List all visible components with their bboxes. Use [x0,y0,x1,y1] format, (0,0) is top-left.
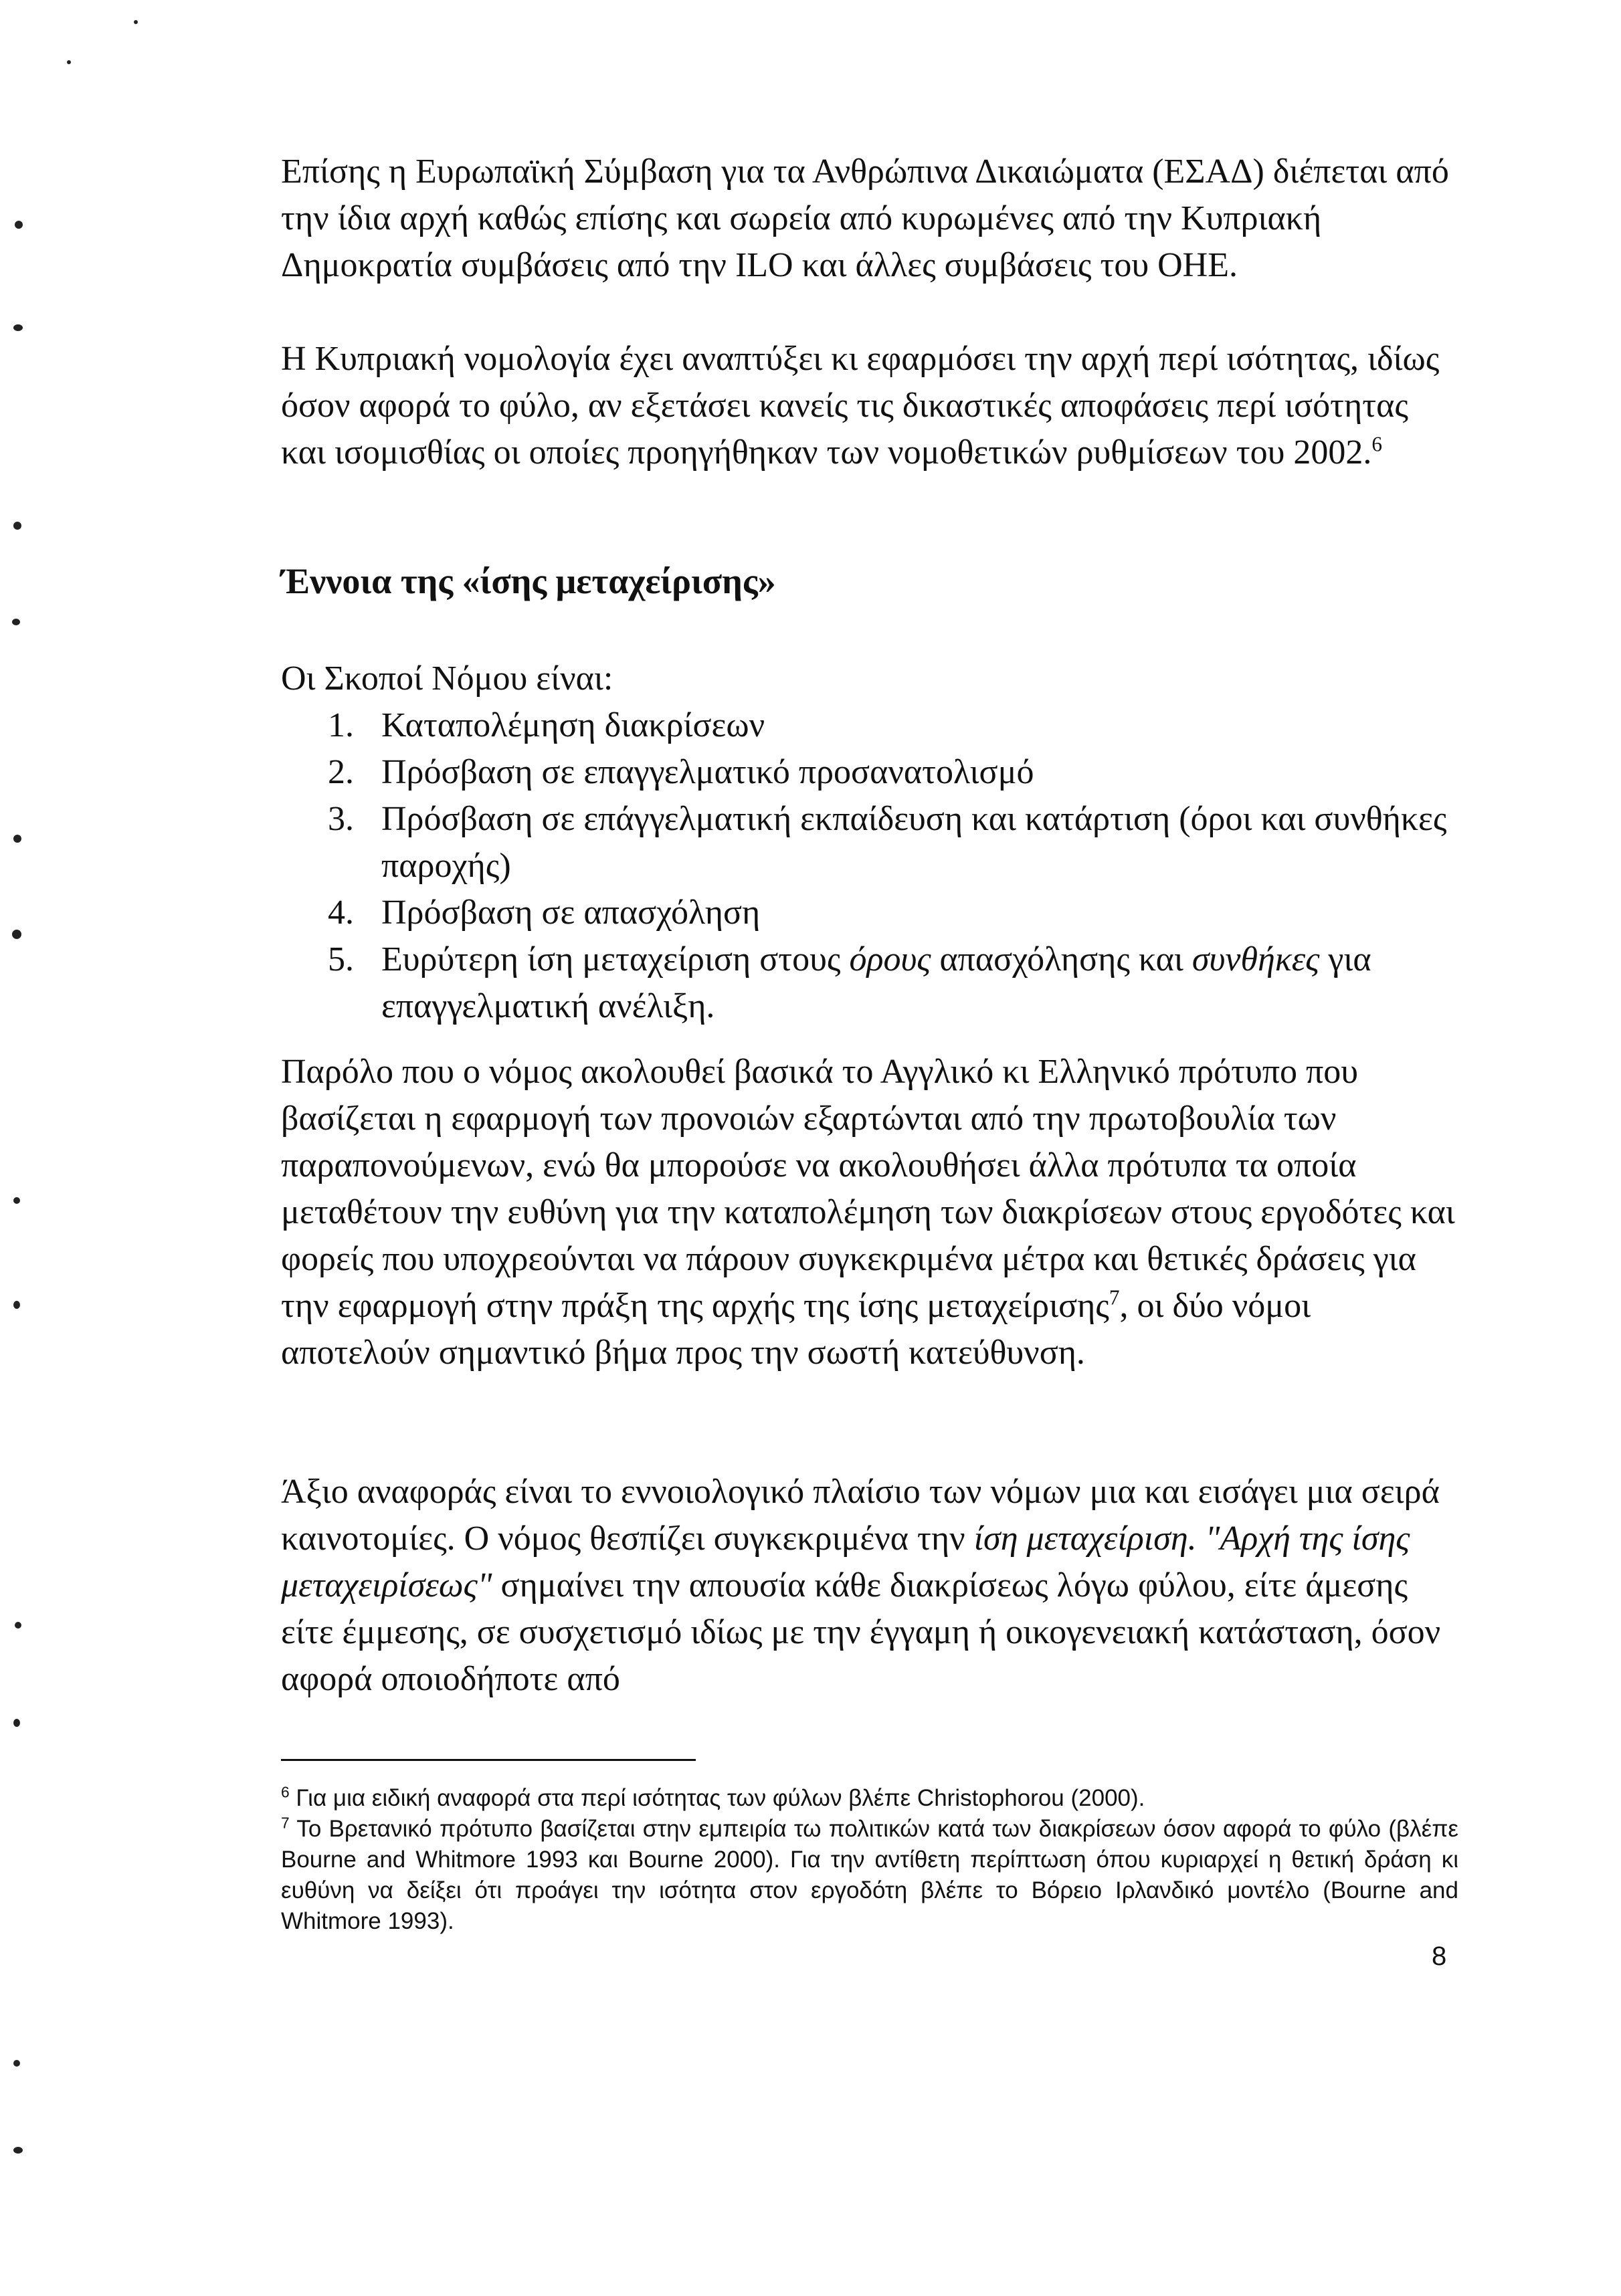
scan-speck [12,930,21,939]
paragraph-model [281,1049,1458,1376]
paragraph-framework-text-3: σημαίνει την απουσία κάθε διακρίσεως λόγω φύλου, είτε άμεσης είτε έμμεσης, σε συσχετισμό ιδίως με την έγγαμη ή οικογενειακή κατάσταση, όσον αφορά οποιοδήποτε από [281,1566,1441,1698]
list-item-text-before: Ευρύτερη ίση μεταχείριση στους [381,940,850,978]
scan-speck [13,2147,23,2154]
paragraph-model-text-before: Παρόλο που ο νόμος ακολουθεί βασικά το Αγγλικό κι Ελληνικό πρότυπο που βασίζεται η εφαρμογή των προνοιών εξαρτώνται από την πρωτοβουλία των παραπονούμενων, ενώ θα μπορούσε να ακολουθήσει άλλα πρότυπα τα οποία μεταθέτουν την ευθύνη για την καταπολέμηση των διακρίσεων στους εργοδότες και φορείς που υποχρεούνται να πάρουν συγκεκριμένα μέτρα και θετικές δράσεις για την εφαρμογή στην πράξη της αρχής της ίσης μεταχείρισης [281,1053,1455,1325]
section-heading: Έννοια της «ίσης μεταχείρισης» [281,561,776,601]
list-intro: Οι Σκοποί Νόμου είναι: [281,659,613,698]
aims-list [328,702,1458,1030]
scan-speck [67,60,71,64]
scan-speck [13,2060,20,2067]
list-item-emphasis-conditions: συνθήκες [1191,940,1320,978]
paragraph-echr-text: Επίσης η Ευρωπαϊκή Σύμβαση για τα Ανθρώπινα Δικαιώματα (ΕΣΑΔ) διέπεται από την ίδια αρχή καθώς επίσης και σωρεία από κυρωμένες από την Κυπριακή Δημοκρατία συμβάσεις από την ILO και άλλες συμβάσεις του ΟΗΕ. [281,152,1449,284]
footnote-ref-7[interactable]: 7 [1109,1285,1120,1310]
paragraph-framework [281,1469,1458,1703]
list-item [328,890,1458,936]
footnote-7 [281,1814,1458,1937]
paragraph-case-law [281,336,1458,476]
paragraph-echr [281,148,1458,289]
scan-speck [13,1197,20,1204]
footnotes [281,1783,1458,1937]
list-item [328,796,1458,890]
paragraph-case-law-text: Η Κυπριακή νομολογία έχει αναπτύξει κι εφαρμόσει την αρχή περί ισότητας, ιδίως όσον αφορά το φύλο, αν εξετάσει κανείς τις δικαστικές αποφάσεις περί ισότητας και ισομισθίας οι οποίες προηγήθηκαν των νομοθετικών ρυθμίσεων του 2002. [281,340,1440,472]
paragraph-model-text-after: , οι δύο νόμοι αποτελούν σημαντικό βήμα προς την σωστή κατεύθυνση. [281,1287,1311,1372]
footnote-6 [281,1783,1458,1814]
list-item-number: 2. [328,753,354,791]
scan-speck [15,1622,21,1629]
paragraph-framework-emphasis-1: ίση μεταχείριση. [973,1520,1197,1558]
list-item-number: 5. [328,940,354,978]
page-number: 8 [1432,1942,1447,1971]
scan-speck [13,1301,20,1309]
footnote-ref-6[interactable]: 6 [1371,432,1382,456]
footnote-text: Το Βρετανικό πρότυπο βασίζεται στην εμπειρία τω πολιτικών κατά των διακρίσεων όσον αφορά το φύλο (βλέπε Bourne and Whitmore 1993 και Bourne 2000). Για την αντίθετη περίπτωση όπου κυριαρχεί η θετική δράση κι ευθύνη να δείξει ότι προάγει την ισότητα στον εργοδότη βλέπε το Βόρειο Ιρλανδικό μοντέλο (Bourne and Whitmore 1993). [281,1816,1458,1934]
footnote-number: 6 [281,1783,290,1801]
list-item-emphasis-terms: όρους [849,940,931,978]
scan-speck [13,522,21,530]
scan-speck [134,20,138,24]
list-item-text-after: για επαγγελματική ανέλιξη. [381,940,1371,1025]
list-item-text: Πρόσβαση σε απασχόληση [381,894,761,932]
footnote-divider [281,1759,696,1761]
list-item [328,936,1458,1030]
paragraph-framework-text-1: Άξιο αναφοράς είναι το εννοιολογικό πλαίσιο των νόμων μια και εισάγει μια σειρά καινοτομίες. Ο νόμος θεσπίζει συγκεκριμένα την [281,1473,1440,1558]
footnote-text: Για μια ειδική αναφορά στα περί ισότητας των φύλων βλέπε Christophorou (2000). [296,1785,1145,1811]
list-item-number: 1. [328,706,354,744]
list-item-text: Πρόσβαση σε επαγγελματικό προσανατολισμό [381,753,1034,791]
paragraph-framework-text-2 [1197,1520,1206,1558]
scan-speck [13,835,21,843]
scan-speck [13,1719,20,1727]
list-item-text-middle: απασχόλησης και [931,940,1192,978]
list-item-number: 4. [328,894,354,932]
list-item-text: Πρόσβαση σε επάγγελματική εκπαίδευση και κατάρτιση (όροι και συνθήκες παροχής) [381,800,1447,885]
scan-speck [12,619,20,625]
paragraph-framework-emphasis-2: "Αρχή της ίσης μεταχειρίσεως" [281,1520,1410,1604]
list-item-text: Καταπολέμηση διακρίσεων [381,706,765,744]
list-item [328,749,1458,796]
scan-speck [13,324,23,331]
scan-speck [15,221,23,229]
footnote-number: 7 [281,1814,290,1832]
list-item [328,702,1458,749]
list-item-number: 3. [328,800,354,838]
